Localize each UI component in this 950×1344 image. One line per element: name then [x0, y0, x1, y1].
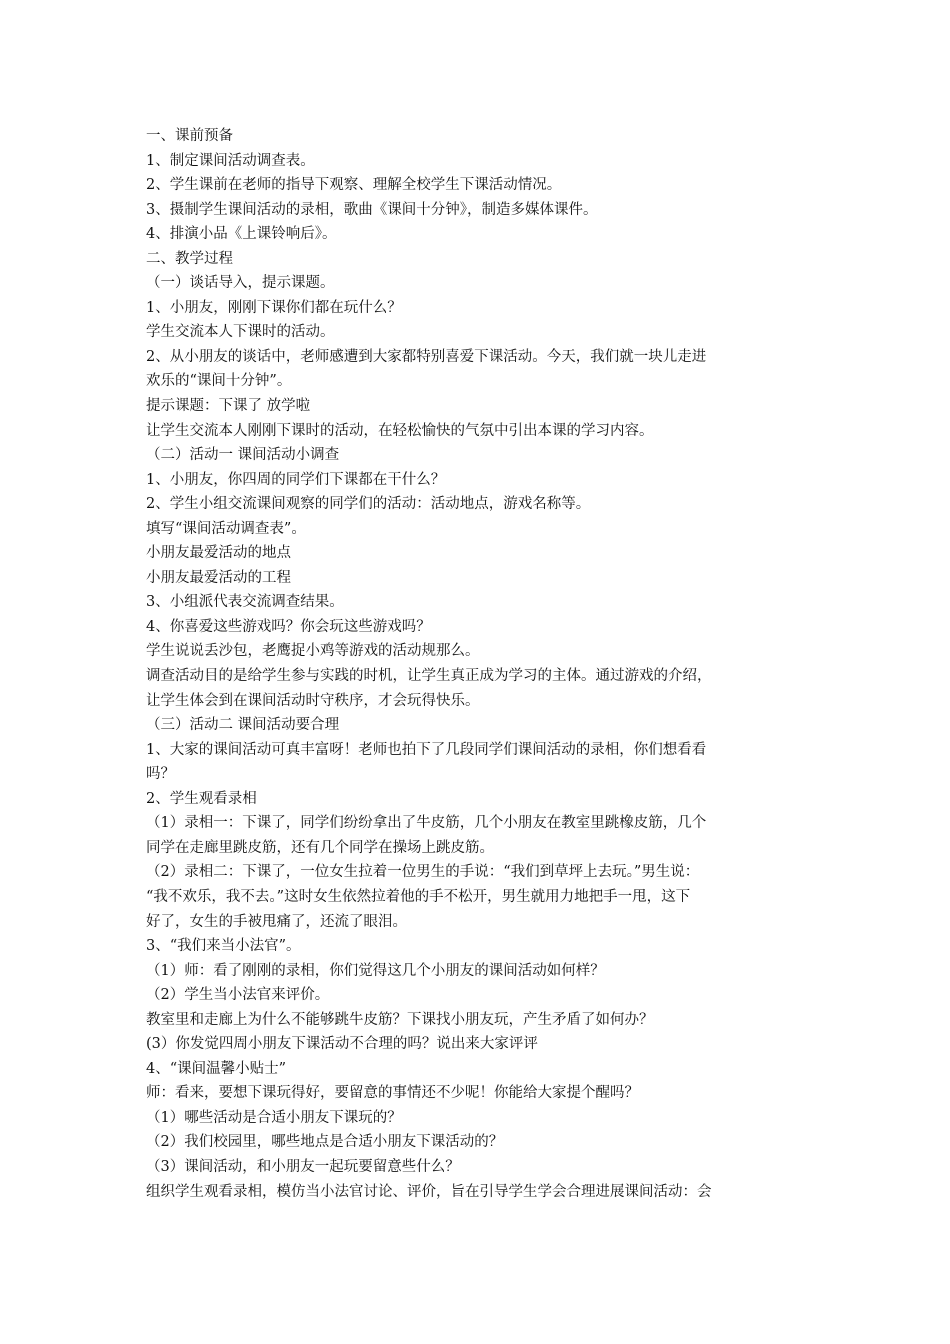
text-line: 4、你喜爱这些游戏吗？你会玩这些游戏吗？ [146, 618, 431, 635]
text-line: （2）录相二：下课了，一位女生拉着一位男生的手说：“我们到草坪上去玩。”男生说： [146, 864, 700, 881]
text-line: （1）哪些活动是合适小朋友下课玩的？ [146, 1109, 402, 1126]
text-line: （2）学生当小法官来评价。 [146, 987, 330, 1004]
text-line: 3、“我们来当小法官”。 [146, 938, 301, 955]
text-line: 同学在走廊里跳皮筋，还有几个同学在操场上跳皮筋。 [146, 839, 494, 856]
text-line: 3、小组派代表交流调查结果。 [146, 594, 344, 611]
text-line: 4、“课间温馨小贴士” [146, 1060, 287, 1077]
text-line: 让学生体会到在课间活动时守秩序，才会玩得快乐。 [146, 692, 480, 709]
text-line: （3）课间活动，和小朋友一起玩要留意些什么？ [146, 1158, 460, 1175]
text-line: 调查活动目的是给学生参与实践的时机，让学生真正成为学习的主体。通过游戏的介绍， [146, 668, 712, 685]
text-line: 3、摄制学生课间活动的录相，歌曲《课间十分钟》，制造多媒体课件。 [146, 201, 598, 218]
subsection-heading: （一）谈话导入，提示课题。 [146, 275, 335, 292]
text-line: 填写“课间活动调查表”。 [146, 520, 306, 537]
subsection-heading: （二）活动一 课间活动小调查 [146, 447, 340, 464]
text-line: 1、小朋友，你四周的同学们下课都在干什么？ [146, 471, 446, 488]
text-line: （1）师：看了刚刚的录相，你们觉得这几个小朋友的课间活动如何样？ [146, 962, 605, 979]
text-line: （2）我们校园里，哪些地点是合适小朋友下课活动的？ [146, 1134, 504, 1151]
text-line: 让学生交流本人刚刚下课时的活动，在轻松愉快的气氛中引出本课的学习内容。 [146, 422, 654, 439]
text-line: 教室里和走廊上为什么不能够跳牛皮筋？下课找小朋友玩，产生矛盾了如何办？ [146, 1011, 654, 1028]
text-line: 提示课题：下课了 放学啦 [146, 398, 311, 415]
text-line: 2、从小朋友的谈话中，老师感遭到大家都特别喜爱下课活动。今天，我们就一块儿走进 [146, 348, 707, 365]
text-line: 学生交流本人下课时的活动。 [146, 324, 335, 341]
text-line: 4、排演小品《上课铃响后》。 [146, 226, 337, 243]
section-heading-process: 二、教学过程 [146, 250, 233, 267]
text-line: 好了，女生的手被甩痛了，还流了眼泪。 [146, 913, 407, 930]
text-line: 师：看来，要想下课玩得好，要留意的事情还不少呢！你能给大家提个醒吗？ [146, 1085, 639, 1102]
text-line: (3）你发觉四周小朋友下课活动不合理的吗？说出来大家评评 [146, 1036, 538, 1053]
text-line: 组织学生观看录相，模仿当小法官讨论、评价，旨在引导学生学会合理进展课间活动：会 [146, 1183, 712, 1200]
text-line: 2、学生观看录相 [146, 790, 257, 807]
text-line: 吗？ [146, 766, 175, 783]
text-line: 1、大家的课间活动可真丰富呀！老师也拍下了几段同学们课间活动的录相，你们想看看 [146, 741, 707, 758]
text-line: “我不欢乐，我不去。”这时女生依然拉着他的手不松开，男生就用力地把手一甩，这下 [146, 888, 691, 905]
subsection-heading: （三）活动二 课间活动要合理 [146, 717, 340, 734]
text-line: 小朋友最爱活动的地点 [146, 545, 291, 562]
text-line: 欢乐的“课间十分钟”。 [146, 373, 292, 390]
text-line: 小朋友最爱活动的工程 [146, 569, 291, 586]
document-page [146, 124, 810, 1204]
text-line: 2、学生课前在老师的指导下观察、理解全校学生下课活动情况。 [146, 177, 562, 194]
text-line: 1、小朋友，刚刚下课你们都在玩什么？ [146, 299, 402, 316]
text-line: 1、制定课间活动调查表。 [146, 152, 315, 169]
text-line: （1）录相一：下课了，同学们纷纷拿出了牛皮筋，几个小朋友在教室里跳橡皮筋，几个 [146, 815, 707, 832]
text-line: 2、学生小组交流课间观察的同学们的活动：活动地点，游戏名称等。 [146, 496, 591, 513]
section-heading-preparation: 一、课前预备 [146, 128, 233, 144]
text-line: 学生说说丢沙包，老鹰捉小鸡等游戏的活动规那么。 [146, 643, 480, 660]
